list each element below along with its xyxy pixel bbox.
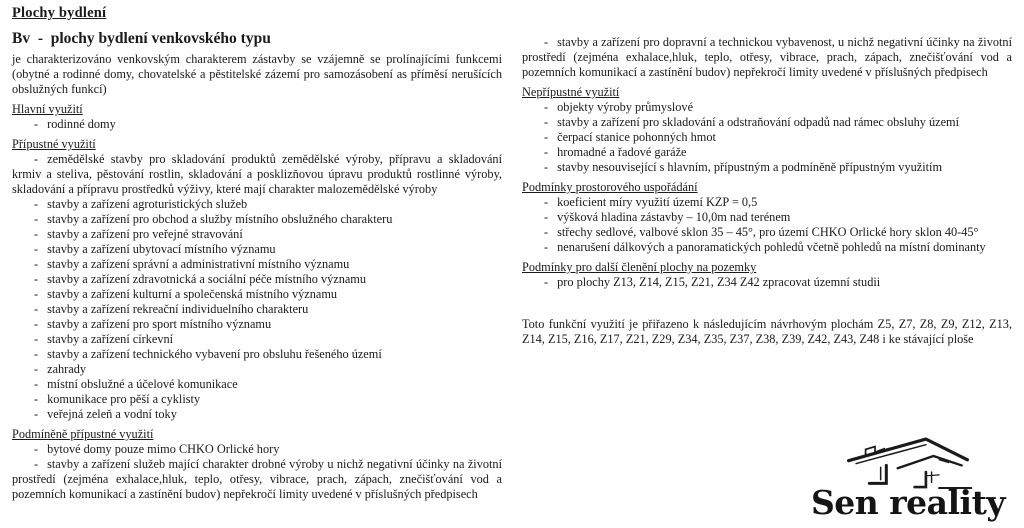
bullet-dash: - [34,347,39,361]
list-item: - koeficient míry využití území KZP = 0,5 [544,195,758,209]
bullet-dash: - [34,442,39,456]
list-item: - stavby a zařízení ubytovací místního významu [34,242,276,256]
brand-text: Sen reality [810,483,1006,522]
list-item: - pro plochy Z13, Z14, Z15, Z21, Z34 Z42 zpracovat územní studii [544,275,881,289]
list-item: - stavby a zařízení pro obchod a služby místního obslužného charakteru [34,212,393,226]
bullet-dash: - [544,195,549,209]
section-heading: Hlavní využití [12,102,83,116]
section-nepripustne-vyuziti [522,85,1012,175]
list-item: - stavby a zařízení pro sport místního významu [34,317,272,331]
bullet-dash: - [34,272,39,286]
bullet-list [12,117,502,132]
list-item: - stavby a zařízení kulturní a společenská místního významu [34,287,338,301]
section-subtitle: Bv - plochy bydlení venkovského typu [12,30,271,47]
section-podminky-prostoroveho-usporadani [522,180,1012,255]
bullet-dash: - [34,377,39,391]
list-item: - veřejná zeleň a vodní toky [34,407,177,421]
closing-paragraph: Toto funkční využití je přiřazeno k následujícím návrhovým plochám Z5, Z7, Z8, Z9, Z12, Z13, Z14, Z15, Z16, Z17, Z21, Z29, Z34, Z35, Z37, Z38, Z39, Z42, Z43, Z48 i ke stávající ploše [522,317,1012,346]
bullet-dash: - [34,407,39,421]
bullet-dash: - [544,275,549,289]
list-item: - stavby a zařízení pro skladování a odstraňování odpadů nad rámec obsluhy území [544,115,960,129]
bullet-list [12,152,502,422]
list-item: - střechy sedlové, valbové sklon 35 – 45°, pro území CHKO Orlické hory sklon 40-45° [544,225,979,239]
bullet-dash: - [34,287,39,301]
list-item: - rodinné domy [34,117,116,131]
list-item: - stavby a zařízení technického vybavení pro obsluhu řešeného území [34,347,382,361]
bullet-dash: - [34,457,39,471]
section-heading: Nepřípustné využití [522,85,620,99]
bullet-dash: - [34,317,39,331]
bullet-dash: - [34,362,39,376]
bullet-dash: - [544,225,549,239]
page-title: Plochy bydlení [12,5,107,21]
list-item: - stavby a zařízení služeb mající charakter drobné výroby u nichž negativní účinky na životní prostředí (zejména exhalace,hluk, teplo, otřesy, vibrace, prach, zápach, znečišťování vod a pozemních komunikací a zastínění budov) nepřekročí limity uvedené v příslušných předpisech [12,457,502,501]
list-item: - zemědělské stavby pro skladování produktů zemědělské výroby, přípravu a skladování krmiv a steliva, pěstování rostlin, skladování a posklizňovou úpravu produktů rostlinné výroby, skladování a přípravu prostředků výživy, které mají charakter malozemědělské výroby [12,152,502,196]
bullet-list [522,275,1012,290]
list-item: - stavby a zařízení zdravotnická a sociální péče místního významu [34,272,367,286]
bullet-list [12,442,502,502]
bullet-dash: - [544,100,549,114]
section-continuation [522,35,1012,80]
list-item: - komunikace pro pěší a cyklisty [34,392,201,406]
sen-reality-logo [804,423,1012,520]
list-item: - čerpací stanice pohonných hmot [544,130,716,144]
list-item: - stavby nesouvisející s hlavním, přípustným a podmíněně přípustným využitím [544,160,943,174]
bullet-list [522,195,1012,255]
bullet-list [522,35,1012,80]
list-item: - bytové domy pouze mimo CHKO Orlické hory [34,442,280,456]
bullet-dash: - [34,242,39,256]
bullet-dash: - [544,35,549,49]
bullet-dash: - [34,227,39,241]
bullet-dash: - [34,152,39,166]
list-item: - stavby a zařízení pro dopravní a technickou vybavenost, u nichž negativní účinky na životní prostředí (zejména exhalace,hluk, teplo, otřesy, vibrace, prach, zápach, znečišťování vod a pozemních komunikací a zastínění budov) nepřekročí limity uvedené v příslušných předpisech [522,35,1012,79]
section-podminene-pripustne-vyuziti [12,427,502,502]
section-heading: Podmínky pro další členění plochy na pozemky [522,260,757,274]
list-item: - objekty výroby průmyslové [544,100,694,114]
bullet-dash: - [544,145,549,159]
bullet-dash: - [34,392,39,406]
list-item: - zahrady [34,362,87,376]
section-pripustne-vyuziti [12,137,502,422]
bullet-dash: - [34,302,39,316]
section-heading: Podmíněně přípustné využití [12,427,154,441]
section-heading: Podmínky prostorového uspořádání [522,180,698,194]
intro-paragraph: je charakterizováno venkovským charakterem zástavby se vzájemně se prolínajícími funkcemi (obytné a rodinné domy, chovatelské a pěstitelské zázemí pro samozásobení as příměsí nerušících obslužných funkcí) [12,52,502,96]
bullet-list [522,100,1012,175]
section-podminky-cleneni-plochy [522,260,1012,290]
section-hlavni-vyuziti [12,102,502,132]
bullet-dash: - [544,210,549,224]
bullet-dash: - [544,115,549,129]
list-item: - stavby a zařízení agroturistických služeb [34,197,248,211]
list-item: - stavby a zařízení rekreační individuelního charakteru [34,302,309,316]
list-item: - místní obslužné a účelové komunikace [34,377,238,391]
list-item: - nenarušení dálkových a panoramatických pohledů včetně pohledů na místní dominanty [544,240,986,254]
bullet-dash: - [34,332,39,346]
bullet-dash: - [544,160,549,174]
bullet-dash: - [34,212,39,226]
bullet-dash: - [34,117,39,131]
list-item: - stavby a zařízení pro veřejné stravování [34,227,243,241]
left-column [12,5,502,502]
bullet-dash: - [544,130,549,144]
house-sketch-icon [827,423,989,489]
bullet-dash: - [34,197,39,211]
list-item: - výšková hladina zástavby – 10,0m nad terénem [544,210,791,224]
bullet-dash: - [34,257,39,271]
list-item: - stavby a zařízení správní a administrativní místního významu [34,257,350,271]
bullet-dash: - [544,240,549,254]
list-item: - hromadné a řadové garáže [544,145,687,159]
section-heading: Přípustné využití [12,137,96,151]
list-item: - stavby a zařízení církevní [34,332,174,346]
